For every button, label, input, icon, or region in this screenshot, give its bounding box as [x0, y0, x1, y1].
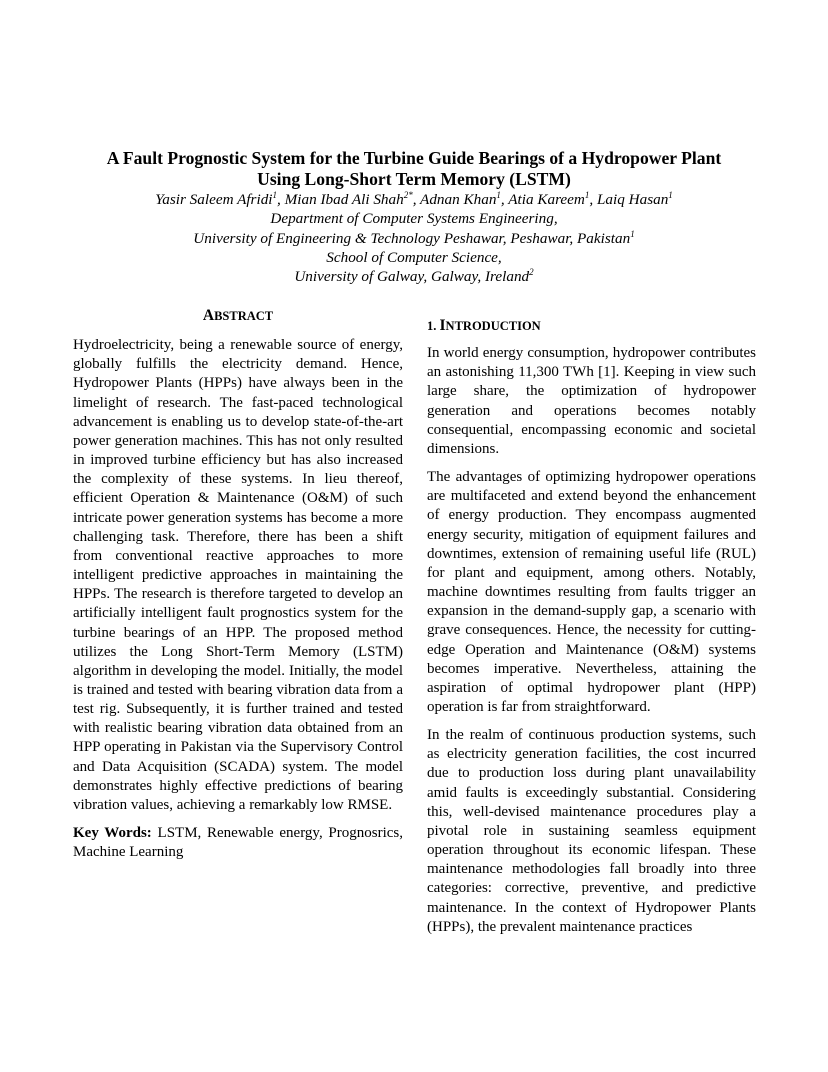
- author-name: Mian Ibad Ali Shah: [284, 191, 404, 208]
- intro-paragraph: In the realm of continuous production systems, such as electricity generation facilities, the cost incurred due to production loss during plant unavailability amid faults is exceedingly substantial. Considering this, well-devised maintenance procedures play a pivotal role in sustaining seamless equipment operation throughout its economic lifespan. These maintenance methodologies fall broadly into three categories: corrective, preventive, and predictive maintenance. In the context of Hydropower Plants (HPPs), the prevalent maintenance practices: [427, 727, 756, 935]
- author-list: Yasir Saleem Afridi$^1$, Mian Ibad Ali Shah$^{2*}$, Adnan Khan$^1$, Atia Kareem$^1$, Laiq Hasan$^1$: [155, 189, 673, 208]
- author-name: Adnan Khan: [420, 191, 497, 208]
- author-affil-mark: 2*: [403, 189, 413, 200]
- keywords: [73, 824, 403, 862]
- introduction-column: [427, 316, 756, 946]
- title-line-1: A Fault Prognostic System for the Turbine Guide Bearings of a Hydropower Plant: [106, 148, 722, 168]
- affiliation-line: School of Computer Science,: [326, 248, 502, 266]
- author-name: Laiq Hasan: [596, 191, 669, 208]
- paper-title: [60, 148, 768, 190]
- abstract-heading: ABSTRACT: [202, 307, 274, 324]
- keywords-list: LSTM, Renewable energy, Prognosrics, Machine Learning: [73, 825, 404, 861]
- affiliation-line: Department of Computer Systems Engineering,: [270, 210, 558, 228]
- introduction-heading: 1. INTRODUCTION: [427, 317, 541, 334]
- author-name: Atia Kareem: [508, 191, 585, 208]
- author-affil-mark: 1: [496, 189, 501, 200]
- abstract-text: Hydroelectricity, being a renewable source of energy, globally fulfills the electricity demand. Hence, Hydropower Plants (HPPs) have always been in the limelight of research. The fast-paced technological advancement is enabling us to develop state-of-the-art power generation machines. This has not only resulted in improved turbine efficiency but has also increased the complexity of these systems. In lieu thereof, efficient Operation & Maintenance (O&M) of such intricate power generation systems has become a more challenging task. Therefore, there has been a shift from conventional reactive approaches to more intelligent predictive approaches in maintaining the HPPs. The research is therefore targeted to develop an artificially intelligent fault prognostics system for the turbine bearings of an HPP. The proposed method utilizes the Long Short-Term Memory (LSTM) algorithm in developing the model. Initially, the model is trained and tested with bearing vibration data from a test rig. Subsequently, it is further trained and tested with realistic bearing vibration data obtained from an HPP operating in Pakistan via the Supervisory Control and Data Acquisition (SCADA) system. The model demonstrates highly effective predictions of bearing vibration values, achieving a remarkably low RMSE.: [73, 337, 403, 813]
- author-affil-mark: 1: [668, 189, 673, 200]
- author-name: Yasir Saleem Afridi: [155, 191, 273, 208]
- author-block: [60, 190, 768, 286]
- intro-paragraph: The advantages of optimizing hydropower operations are multifaceted and extend beyond the enhancement of energy production. They encompass augmented energy security, mitigation of equipment failures and downtimes, extension of remaining useful life (RUL) for plant and equipment, among others. Notably, machine downtimes resulting from faults trigger an expansion in the demand-supply gap, a scenario with grave consequences. Hence, the necessity for cutting-edge Operation and Maintenance (O&M) systems becomes imperative. Nevertheless, attaining the aspiration of optimal hydropower plant (HPP) operation is far from straightforward.: [427, 469, 756, 715]
- intro-paragraph: In world energy consumption, hydropower contributes an astonishing 11,300 TWh [1]. Keeping in view such large share, the optimization of hydropower generation and operations becomes notably consequential, encompassing economic and societal dimensions.: [427, 345, 756, 457]
- affiliation-line: University of Galway, Galway, Ireland$^2$: [294, 267, 534, 286]
- author-affil-mark: 1: [584, 189, 590, 200]
- title-line-2: Using Long-Short Term Memory (LSTM): [257, 169, 571, 189]
- keywords-label: Key Words:: [73, 825, 152, 842]
- affiliation-line: University of Engineering & Technology Peshawar, Peshawar, Pakistan$^1$: [193, 228, 635, 247]
- abstract-column: [73, 306, 403, 871]
- author-affil-mark: 1: [272, 189, 278, 200]
